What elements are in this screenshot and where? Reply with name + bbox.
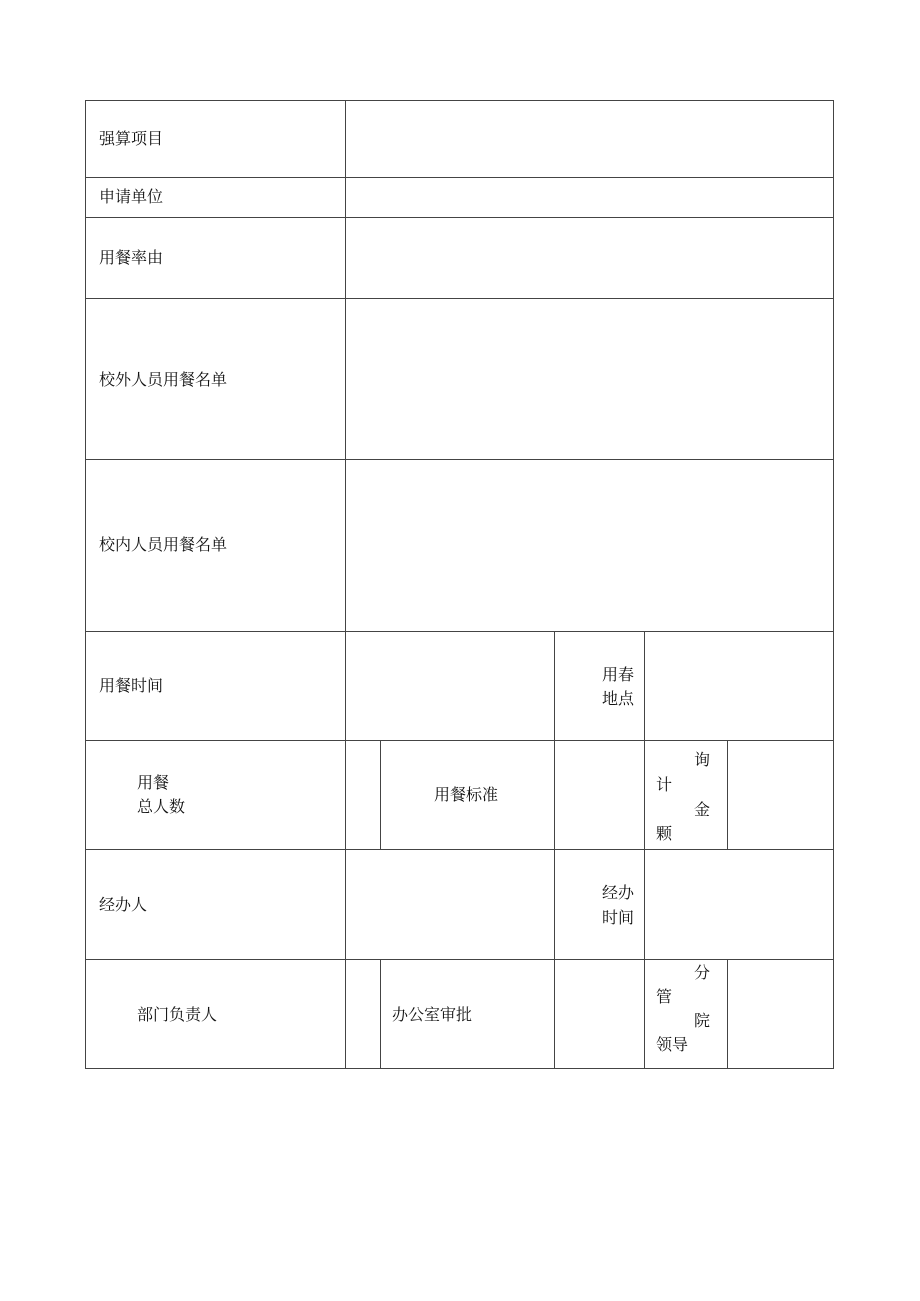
total-amount-label: 金: [694, 800, 711, 819]
meal-standard-label: 用餐标准: [434, 785, 499, 804]
handler-field[interactable]: [346, 850, 554, 959]
office-approval-field[interactable]: [555, 960, 644, 1068]
total-people-field[interactable]: [346, 741, 380, 849]
leader-label: 分: [694, 963, 711, 982]
handler-label: 经办人: [99, 895, 148, 914]
applicant-unit-field[interactable]: [346, 178, 833, 217]
handled-time-label: 经办: [602, 883, 635, 902]
external-guests-label: 校外人员用餐名单: [99, 370, 228, 389]
dept-head-field[interactable]: [346, 960, 380, 1068]
row-divider: [86, 740, 833, 741]
leader-label: 院: [694, 1011, 711, 1030]
row-divider: [86, 959, 833, 960]
total-people-label: 总人数: [137, 797, 186, 816]
total-amount-label: 颗: [656, 824, 673, 843]
applicant-unit-label: 申请单位: [99, 187, 164, 206]
meal-time-field[interactable]: [346, 632, 554, 740]
column-divider: [380, 740, 381, 849]
meal-place-label: 用春: [602, 665, 635, 684]
meal-standard-field[interactable]: [555, 741, 644, 849]
meal-place-field[interactable]: [645, 632, 833, 740]
total-amount-field[interactable]: [728, 741, 833, 849]
internal-staff-field[interactable]: [346, 460, 833, 631]
project-label: 强算项目: [99, 129, 164, 148]
meal-reason-label: 用餐率由: [99, 248, 164, 267]
project-field[interactable]: [346, 101, 833, 177]
total-amount-label: 询: [694, 750, 711, 769]
dept-head-label: 部门负责人: [137, 1005, 218, 1024]
meal-application-form: [85, 100, 834, 1069]
office-approval-label: 办公室审批: [392, 1005, 473, 1024]
external-guests-field[interactable]: [346, 299, 833, 459]
meal-place-label: 地点: [602, 689, 635, 708]
leader-label: 领导: [656, 1035, 689, 1054]
handled-time-field[interactable]: [645, 850, 833, 959]
leader-approval-field[interactable]: [728, 960, 833, 1068]
handled-time-label: 时间: [602, 908, 635, 927]
total-people-label: 用餐: [137, 773, 170, 792]
internal-staff-label: 校内人员用餐名单: [99, 535, 228, 554]
total-amount-label: 计: [656, 775, 673, 794]
meal-time-label: 用餐时间: [99, 676, 164, 695]
leader-label: 管: [656, 987, 673, 1006]
column-divider: [380, 959, 381, 1068]
meal-reason-field[interactable]: [346, 218, 833, 298]
